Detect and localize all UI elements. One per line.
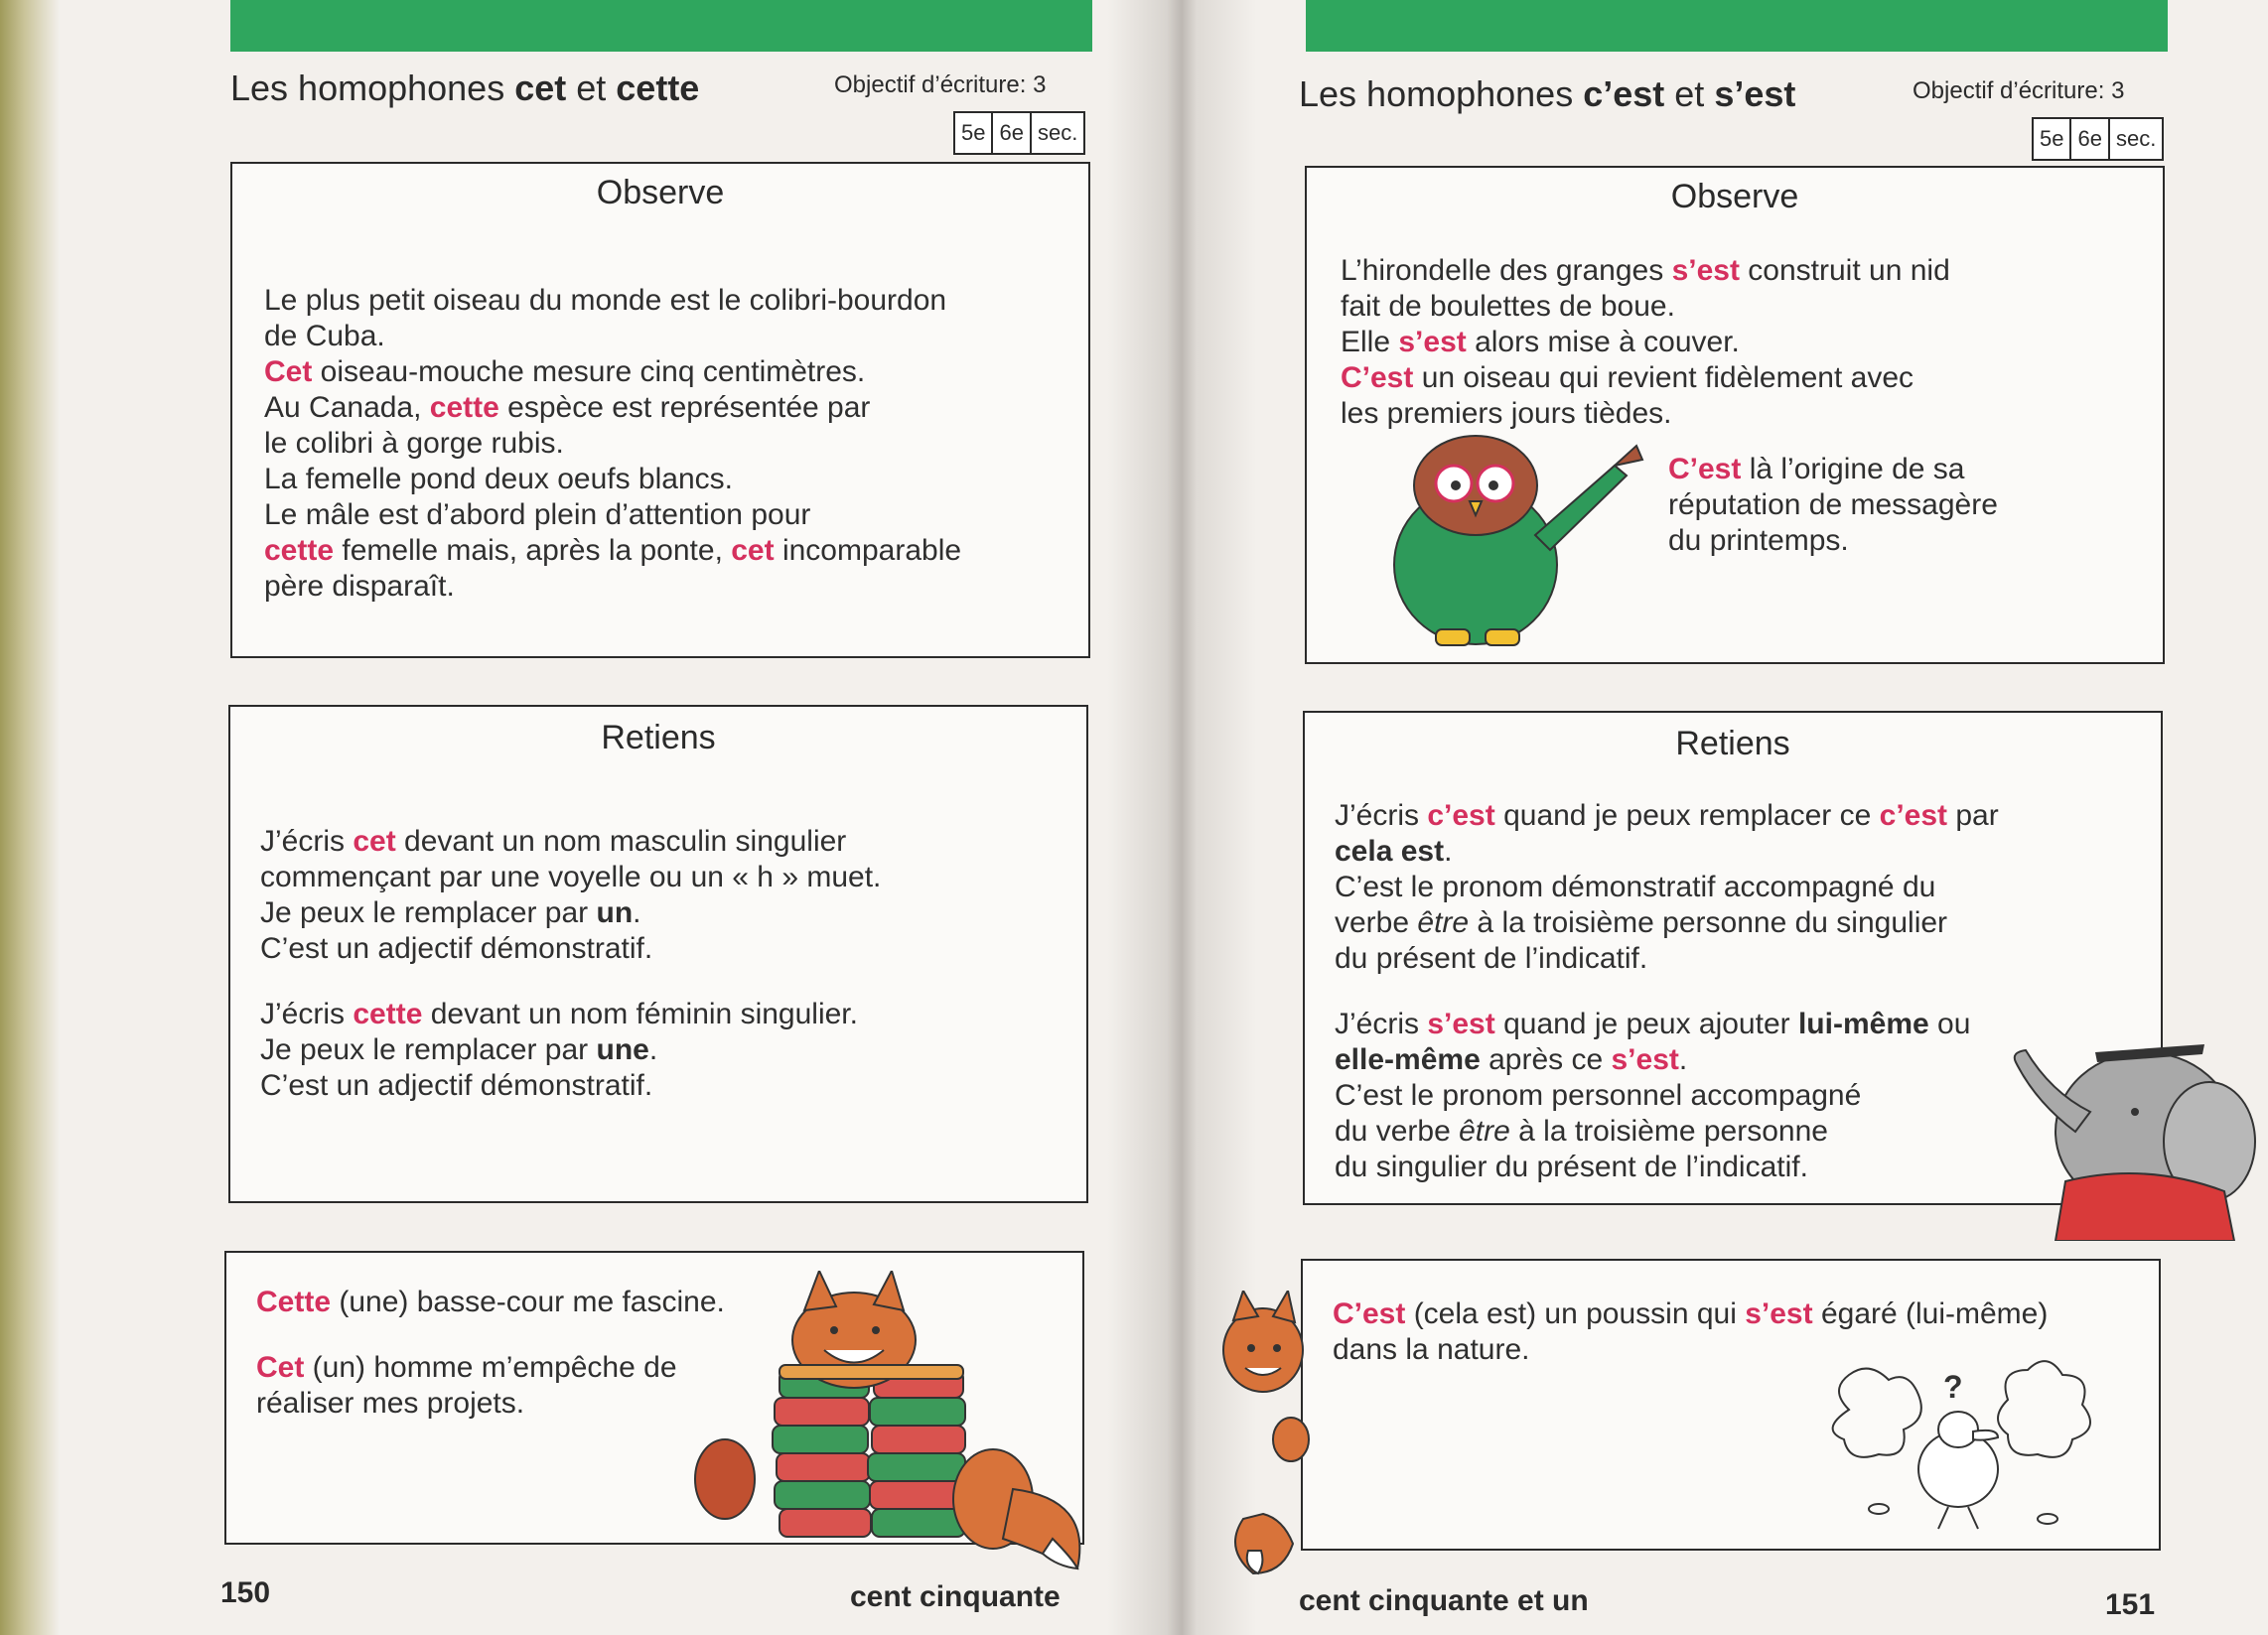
right-page-number: 151 — [2105, 1588, 2156, 1621]
retiens-heading: Retiens — [601, 719, 716, 756]
right-observe-box — [1305, 166, 2165, 664]
right-page-title: Les homophones c’est et s’est — [1299, 73, 1796, 114]
examples-text: C’est (cela est) un poussin qui s’est égaré (lui-même) dans la nature. — [1333, 1297, 2049, 1366]
level-6: 6e — [2069, 117, 2109, 161]
level-5: 5e — [953, 111, 993, 155]
retiens-text-2: J’écris s’est quand je peux ajouter lui-même ou elle-même après ce s’est. C’est le pronom personnel accompagné du verbe être à la troisième personne du singulier du présent de l’indicatif. — [1335, 1008, 1971, 1183]
right-objective: Objectif d’écriture: 3 — [1913, 77, 2125, 104]
level-sec: sec. — [2108, 117, 2164, 161]
left-objective: Objectif d’écriture: 3 — [834, 71, 1047, 98]
observe-heading: Observe — [596, 174, 725, 211]
observe-text: Le plus petit oiseau du monde est le colibri-bourdon de Cuba. Cet oiseau-mouche mesure cinq centimètres. Au Canada, cette espèce est représentée par le colibri à gorge rubis. La femelle pond deux oeufs blancs. Le mâle est d’abord plein d’attention pour cette femelle mais, après la ponte, cet incomparable père disparaît. — [264, 284, 962, 603]
level-sec: sec. — [1030, 111, 1085, 155]
left-page-title: Les homophones cet et cette — [230, 68, 700, 108]
level-5: 5e — [2032, 117, 2071, 161]
left-header-band — [230, 0, 1092, 52]
owl-illustration — [1366, 426, 1664, 660]
elephant-illustration — [1996, 1032, 2268, 1241]
observe-text-owl-side: C’est là l’origine de sa réputation de messagère du printemps. — [1668, 453, 1998, 557]
left-retiens-box — [228, 705, 1088, 1203]
right-page-words: cent cinquante et un — [1299, 1584, 1589, 1617]
left-page-words: cent cinquante — [850, 1580, 1061, 1613]
retiens-heading: Retiens — [1675, 725, 1790, 762]
book-stack — [773, 1370, 965, 1537]
chick-illustration — [1809, 1350, 2107, 1539]
observe-heading: Observe — [1670, 178, 1799, 215]
fox-peeking-illustration — [1204, 1291, 1323, 1578]
right-header-band — [1306, 0, 2168, 52]
examples-text: Cette (une) basse-cour me fascine. Cet (un) homme m’empêche de réaliser mes projets. — [256, 1286, 725, 1420]
right-level-boxes — [2034, 117, 2164, 161]
level-6: 6e — [991, 111, 1031, 155]
svg-text:?: ? — [1943, 1369, 1963, 1405]
left-observe-box — [230, 162, 1090, 658]
page-edge-shadow — [0, 0, 60, 1635]
right-examples-box — [1301, 1259, 2161, 1551]
left-level-boxes — [955, 111, 1085, 155]
fox-on-books-illustration — [685, 1271, 1182, 1578]
retiens-text-2: J’écris cette devant un nom féminin singulier. Je peux le remplacer par une. C’est un adjectif démonstratif. — [260, 998, 858, 1102]
retiens-text-1: J’écris cet devant un nom masculin singulier commençant par une voyelle ou un « h » muet. Je peux le remplacer par un. C’est un adjectif démonstratif. — [260, 825, 882, 965]
left-page-number: 150 — [220, 1576, 271, 1609]
observe-text: L’hirondelle des granges s’est construit un nid fait de boulettes de boue. Elle s’est alors mise à couver. C’est un oiseau qui revient fidèlement avec les premiers jours tièdes. — [1341, 254, 1950, 430]
retiens-text-1: J’écris c’est quand je peux remplacer ce c’est par cela est. C’est le pronom démonstratif accompagné du verbe être à la troisième personne du singulier du présent de l’indicatif. — [1335, 799, 1999, 975]
